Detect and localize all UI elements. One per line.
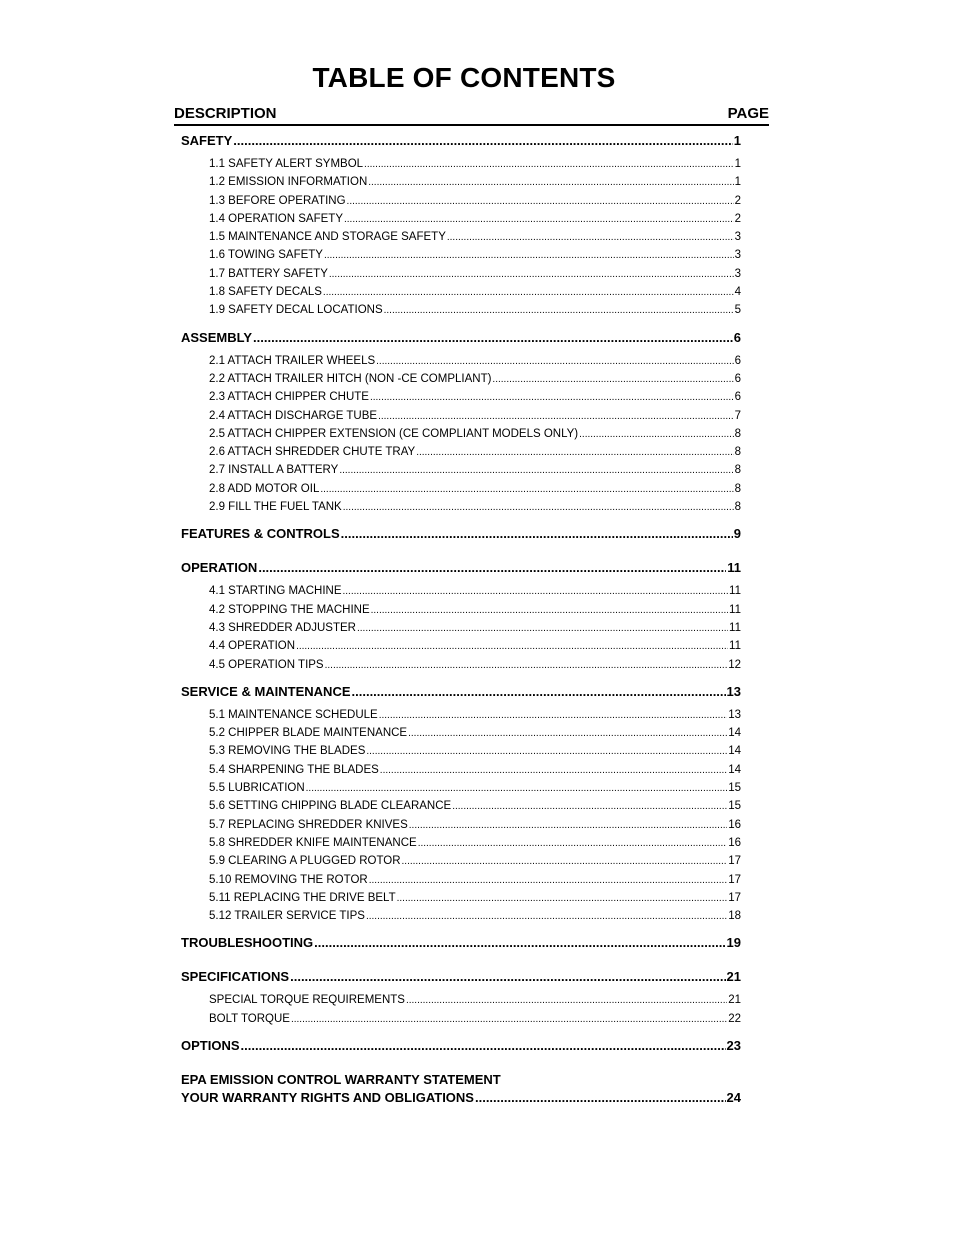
- dot-leader: [380, 762, 727, 780]
- section-title: FEATURES & CONTROLS: [181, 526, 340, 542]
- entry-page: 11: [729, 621, 741, 634]
- dot-leader: [320, 481, 733, 499]
- dot-leader: [409, 817, 727, 835]
- section-title: OPERATION: [181, 560, 258, 576]
- toc-section[interactable]: [181, 934, 741, 951]
- section-page: 9: [733, 526, 741, 542]
- dot-leader: [369, 872, 728, 890]
- toc-entry[interactable]: [181, 797, 741, 815]
- toc-entry[interactable]: [181, 619, 741, 637]
- section-page: 23: [726, 1037, 741, 1053]
- entry-page: 2: [734, 194, 741, 207]
- toc-entry[interactable]: [181, 480, 741, 498]
- dot-leader: [241, 1037, 726, 1054]
- entry-title: 5.8 SHREDDER KNIFE MAINTENANCE: [209, 836, 417, 849]
- entry-title: 1.3 BEFORE OPERATING: [209, 194, 346, 207]
- entry-title: 1.5 MAINTENANCE AND STORAGE SAFETY: [209, 231, 446, 244]
- toc-entry[interactable]: [181, 155, 741, 173]
- entry-page: 6: [734, 354, 741, 367]
- toc-entry[interactable]: [181, 582, 741, 600]
- entry-title: 4.2 STOPPING THE MACHINE: [209, 603, 370, 616]
- dot-leader: [366, 908, 727, 926]
- dot-leader: [290, 968, 725, 985]
- dot-leader: [475, 1089, 726, 1106]
- entry-title: 5.6 SETTING CHIPPING BLADE CLEARANCE: [209, 800, 452, 813]
- section-page: 21: [726, 969, 741, 985]
- toc-header: [174, 105, 769, 126]
- dot-leader: [406, 992, 727, 1010]
- dot-leader: [371, 602, 728, 620]
- toc-entry[interactable]: [181, 425, 741, 443]
- entry-title: 4.4 OPERATION: [209, 640, 296, 653]
- dot-leader: [418, 835, 728, 853]
- entry-page: 16: [728, 818, 741, 831]
- entry-title: 5.4 SHARPENING THE BLADES: [209, 763, 379, 776]
- entry-title: 5.12 TRAILER SERVICE TIPS: [209, 910, 365, 923]
- dot-leader: [343, 583, 729, 601]
- entry-page: 14: [728, 745, 741, 758]
- dot-leader: [258, 559, 726, 576]
- dot-leader: [376, 353, 733, 371]
- section-title: ASSEMBLY: [181, 329, 253, 345]
- entry-page: 22: [728, 1012, 741, 1025]
- entry-page: 18: [728, 910, 741, 923]
- toc-entry[interactable]: [181, 173, 741, 191]
- toc-subsection-list: [181, 352, 741, 517]
- section-title: SAFETY: [181, 133, 233, 148]
- dot-leader: [339, 462, 733, 480]
- entry-page: 15: [728, 782, 741, 795]
- entry-page: 6: [734, 372, 741, 385]
- toc-section[interactable]: [181, 1037, 741, 1054]
- entry-title: 2.6 ATTACH SHREDDER CHUTE TRAY: [209, 446, 416, 459]
- dot-leader: [344, 211, 734, 229]
- entry-page: 8: [734, 446, 741, 459]
- toc-section[interactable]: [181, 525, 741, 542]
- entry-page: 14: [728, 727, 741, 740]
- dot-leader: [357, 620, 728, 638]
- dot-leader: [306, 780, 728, 798]
- entry-title: 2.2 ATTACH TRAILER HITCH (NON -CE COMPLIANT): [209, 372, 492, 385]
- dot-leader: [296, 638, 728, 656]
- entry-page: 21: [728, 994, 741, 1007]
- entry-page: 14: [728, 763, 741, 776]
- entry-page: 5: [734, 304, 741, 317]
- dot-leader: [233, 132, 732, 149]
- entry-title: 2.4 ATTACH DISCHARGE TUBE: [209, 409, 378, 422]
- entry-title: 5.10 REMOVING THE ROTOR: [209, 873, 368, 886]
- toc-entry[interactable]: [181, 889, 741, 907]
- toc-entry[interactable]: [181, 724, 741, 742]
- toc-entry[interactable]: [181, 498, 741, 516]
- toc-subsection-list: [181, 582, 741, 673]
- entry-title: 5.7 REPLACING SHREDDER KNIVES: [209, 818, 408, 831]
- entry-title: BOLT TORQUE: [209, 1012, 290, 1025]
- toc-section[interactable]: [181, 559, 741, 576]
- toc-entry[interactable]: [181, 461, 741, 479]
- dot-leader: [253, 329, 733, 346]
- page-column-header: PAGE: [727, 105, 769, 122]
- entry-title: 1.2 EMISSION INFORMATION: [209, 176, 368, 189]
- toc-entry[interactable]: [181, 210, 741, 228]
- dot-leader: [291, 1011, 727, 1029]
- dot-leader: [402, 853, 728, 871]
- dot-leader: [347, 193, 734, 211]
- entry-page: 6: [734, 391, 741, 404]
- toc-subsection-list: [181, 706, 741, 926]
- dot-leader: [314, 934, 725, 951]
- entry-title: 4.1 STARTING MACHINE: [209, 585, 342, 598]
- toc-entry[interactable]: [181, 656, 741, 674]
- dot-leader: [579, 426, 733, 444]
- entry-title: 1.1 SAFETY ALERT SYMBOL: [209, 158, 364, 170]
- section-page: 13: [726, 683, 741, 699]
- section-title: OPTIONS: [181, 1037, 240, 1053]
- dot-leader: [452, 798, 727, 816]
- section-page: 11: [727, 560, 741, 576]
- section-page: 6: [733, 329, 741, 345]
- toc-entry[interactable]: [181, 352, 741, 370]
- toc-entry[interactable]: [181, 761, 741, 779]
- section-page: 24: [726, 1089, 741, 1105]
- toc-entry[interactable]: [181, 991, 741, 1009]
- dot-leader: [368, 174, 733, 192]
- toc-entry[interactable]: [181, 370, 741, 388]
- entry-title: 2.5 ATTACH CHIPPER EXTENSION (CE COMPLIANT MODELS ONLY): [209, 427, 579, 440]
- entry-title: 1.7 BATTERY SAFETY: [209, 267, 328, 280]
- entry-title: 5.1 MAINTENANCE SCHEDULE: [209, 708, 378, 721]
- entry-page: 1: [734, 176, 741, 189]
- toc-entry[interactable]: [181, 301, 741, 319]
- entry-title: 5.9 CLEARING A PLUGGED ROTOR: [209, 855, 401, 868]
- dot-leader: [341, 525, 733, 542]
- toc-entry[interactable]: [181, 1010, 741, 1028]
- section-title: SPECIFICATIONS: [181, 969, 290, 985]
- dot-leader: [323, 284, 734, 302]
- toc-section[interactable]: [181, 329, 741, 346]
- toc-entry[interactable]: [181, 283, 741, 301]
- entry-page: 8: [734, 427, 741, 440]
- entry-title: 2.8 ADD MOTOR OIL: [209, 482, 320, 495]
- entry-page: 11: [729, 603, 741, 616]
- toc-entry[interactable]: [181, 388, 741, 406]
- toc-entry[interactable]: [181, 246, 741, 264]
- entry-title: 1.9 SAFETY DECAL LOCATIONS: [209, 304, 383, 317]
- toc-entry[interactable]: [181, 192, 741, 210]
- entry-page: 1: [734, 158, 741, 170]
- toc-entry[interactable]: [181, 228, 741, 246]
- entry-page: 17: [728, 855, 741, 868]
- entry-page: 8: [734, 501, 741, 514]
- dot-leader: [408, 725, 727, 743]
- toc-entry[interactable]: [181, 407, 741, 425]
- toc-entry[interactable]: [181, 871, 741, 889]
- toc-entry[interactable]: [181, 834, 741, 852]
- dot-leader: [366, 743, 727, 761]
- entry-page: 12: [728, 658, 741, 671]
- toc-entry[interactable]: [181, 742, 741, 760]
- entry-title: 4.3 SHREDDER ADJUSTER: [209, 621, 356, 634]
- dot-leader: [416, 444, 733, 462]
- toc-section-warranty[interactable]: [181, 1089, 741, 1106]
- entry-title: 5.5 LUBRICATION: [209, 782, 305, 795]
- section-page: 19: [726, 935, 741, 951]
- toc-section[interactable]: [181, 132, 741, 149]
- entry-title: 2.3 ATTACH CHIPPER CHUTE: [209, 391, 369, 404]
- toc-list: [181, 132, 741, 1106]
- entry-title: 2.1 ATTACH TRAILER WHEELS: [209, 354, 376, 367]
- entry-page: 17: [728, 891, 741, 904]
- entry-page: 7: [734, 409, 741, 422]
- toc-entry[interactable]: [181, 779, 741, 797]
- entry-page: 4: [734, 286, 741, 299]
- dot-leader: [384, 302, 734, 320]
- description-column-header: DESCRIPTION: [174, 105, 277, 122]
- section-title: TROUBLESHOOTING: [181, 935, 314, 951]
- section-title: SERVICE & MAINTENANCE: [181, 683, 351, 699]
- entry-title: SPECIAL TORQUE REQUIREMENTS: [209, 994, 405, 1007]
- dot-leader: [492, 371, 733, 389]
- entry-page: 3: [734, 249, 741, 262]
- entry-title: 5.11 REPLACING THE DRIVE BELT: [209, 891, 396, 904]
- entry-title: 1.6 TOWING SAFETY: [209, 249, 323, 262]
- toc-entry[interactable]: [181, 852, 741, 870]
- entry-page: 16: [728, 836, 741, 849]
- entry-page: 2: [734, 212, 741, 225]
- dot-leader: [447, 229, 734, 247]
- toc-subsection-list: [181, 991, 741, 1028]
- dot-leader: [397, 890, 728, 908]
- dot-leader: [370, 389, 734, 407]
- entry-title: 1.4 OPERATION SAFETY: [209, 212, 343, 225]
- toc-entry[interactable]: [181, 706, 741, 724]
- dot-leader: [378, 408, 734, 426]
- entry-page: 11: [729, 585, 741, 598]
- toc-section[interactable]: [181, 683, 741, 700]
- entry-title: 2.9 FILL THE FUEL TANK: [209, 501, 342, 514]
- entry-page: 15: [728, 800, 741, 813]
- dot-leader: [324, 247, 734, 265]
- entry-title: 5.3 REMOVING THE BLADES: [209, 745, 366, 758]
- dot-leader: [379, 707, 727, 725]
- entry-title: 2.7 INSTALL A BATTERY: [209, 464, 339, 477]
- dot-leader: [343, 499, 734, 517]
- dot-leader: [352, 683, 726, 700]
- entry-page: 8: [734, 464, 741, 477]
- toc-entry[interactable]: [181, 265, 741, 283]
- toc-section[interactable]: [181, 968, 741, 985]
- dot-leader: [329, 266, 734, 284]
- toc-entry[interactable]: [181, 637, 741, 655]
- entry-page: 11: [729, 640, 741, 653]
- warranty-heading: EPA EMISSION CONTROL WARRANTY STATEMENT: [181, 1071, 501, 1087]
- entry-page: 3: [734, 267, 741, 280]
- toc-subsection-list: [181, 155, 741, 320]
- toc-entry[interactable]: [181, 816, 741, 834]
- section-page: 1: [733, 133, 741, 148]
- toc-entry[interactable]: [181, 907, 741, 925]
- page-title: TABLE OF CONTENTS: [312, 62, 616, 93]
- toc-entry[interactable]: [181, 601, 741, 619]
- entry-title: 5.2 CHIPPER BLADE MAINTENANCE: [209, 727, 408, 740]
- toc-entry[interactable]: [181, 443, 741, 461]
- entry-page: 13: [728, 708, 741, 721]
- entry-title: 1.8 SAFETY DECALS: [209, 286, 322, 299]
- dot-leader: [325, 657, 728, 675]
- entry-page: 17: [728, 873, 741, 886]
- entry-page: 8: [734, 482, 741, 495]
- section-title: YOUR WARRANTY RIGHTS AND OBLIGATIONS: [181, 1089, 474, 1105]
- entry-page: 3: [734, 231, 741, 244]
- dot-leader: [364, 156, 734, 174]
- entry-title: 4.5 OPERATION TIPS: [209, 658, 324, 671]
